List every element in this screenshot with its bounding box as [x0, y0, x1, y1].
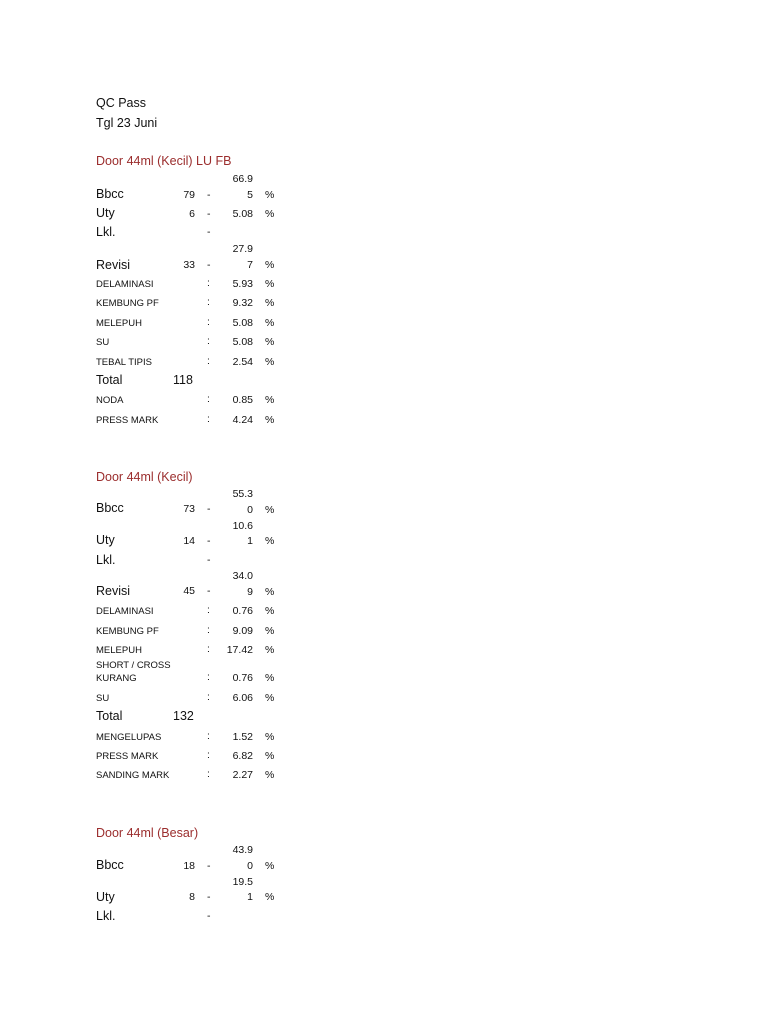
total-label: Total	[96, 373, 123, 387]
row-count: 14	[183, 535, 195, 547]
row-sep: :	[207, 604, 210, 616]
row-unit: %	[265, 189, 275, 201]
value-top: 34.0	[232, 570, 253, 582]
row-value: 1	[247, 535, 253, 547]
row-sep: :	[207, 277, 210, 289]
row-label: Bbcc	[96, 858, 124, 872]
row-label: KURANG	[96, 673, 137, 684]
row-value: 5.08	[232, 336, 253, 348]
row-value: 1.52	[232, 731, 253, 743]
row-unit: %	[265, 535, 275, 547]
row-label: MENGELUPAS	[96, 732, 162, 743]
value-top: 27.9	[232, 243, 253, 255]
row-sep: -	[207, 554, 211, 566]
section-title: Door 44ml (Kecil)	[96, 470, 193, 484]
row-sep: -	[207, 891, 211, 903]
row-value: 9.09	[232, 625, 253, 637]
row-unit: %	[265, 731, 275, 743]
row-sep: :	[207, 768, 210, 780]
row-sep: -	[207, 535, 211, 547]
row-value: 0.85	[232, 394, 253, 406]
row-label: SU	[96, 693, 110, 704]
row-sep: -	[207, 208, 211, 220]
row-label: Lkl.	[96, 909, 116, 923]
row-label: Uty	[96, 890, 115, 904]
row-label: MELEPUH	[96, 645, 142, 656]
row-label-top: SHORT / CROSS	[96, 660, 171, 671]
row-label: KEMBUNG PF	[96, 298, 159, 309]
row-label: SANDING MARK	[96, 770, 170, 781]
row-label: NODA	[96, 395, 124, 406]
row-unit: %	[265, 672, 275, 684]
row-sep: -	[207, 585, 211, 597]
row-sep: :	[207, 413, 210, 425]
row-sep: -	[207, 189, 211, 201]
row-value: 9.32	[232, 297, 253, 309]
row-label: Uty	[96, 533, 115, 547]
row-unit: %	[265, 644, 275, 656]
row-label: DELAMINASI	[96, 606, 154, 617]
row-value: 2.54	[232, 356, 253, 368]
row-label: Bbcc	[96, 501, 124, 515]
value-top: 55.3	[232, 488, 253, 500]
report-title: QC Pass	[96, 96, 147, 110]
row-sep: :	[207, 393, 210, 405]
row-count: 79	[183, 189, 195, 201]
row-unit: %	[265, 317, 275, 329]
row-sep: :	[207, 316, 210, 328]
row-value: 6.82	[232, 750, 253, 762]
row-sep: -	[207, 259, 211, 271]
row-sep: :	[207, 691, 210, 703]
row-unit: %	[265, 259, 275, 271]
row-unit: %	[265, 414, 275, 426]
row-unit: %	[265, 625, 275, 637]
row-value: 5.08	[232, 208, 253, 220]
row-value: 5.08	[232, 317, 253, 329]
row-count: 73	[183, 503, 195, 515]
row-value: 5	[247, 189, 253, 201]
value-top: 10.6	[232, 520, 253, 532]
row-label: MELEPUH	[96, 318, 142, 329]
row-label: TEBAL TIPIS	[96, 357, 152, 368]
row-sep: :	[207, 749, 210, 761]
row-unit: %	[265, 278, 275, 290]
section-title: Door 44ml (Kecil) LU FB	[96, 154, 232, 168]
row-value: 7	[247, 259, 253, 271]
row-value: 0	[247, 504, 253, 516]
row-label: Revisi	[96, 584, 131, 598]
row-unit: %	[265, 860, 275, 872]
row-value: 2.27	[232, 769, 253, 781]
row-value: 6.06	[232, 692, 253, 704]
row-value: 5.93	[232, 278, 253, 290]
row-sep: -	[207, 226, 211, 238]
row-label: Lkl.	[96, 553, 116, 567]
row-count: 45	[183, 585, 195, 597]
row-sep: :	[207, 296, 210, 308]
total-label: Total	[96, 709, 123, 723]
row-count: 33	[183, 259, 195, 271]
row-unit: %	[265, 297, 275, 309]
row-unit: %	[265, 208, 275, 220]
value-top: 43.9	[232, 844, 253, 856]
row-unit: %	[265, 586, 275, 598]
row-unit: %	[265, 750, 275, 762]
row-label: DELAMINASI	[96, 279, 154, 290]
row-sep: :	[207, 335, 210, 347]
row-label: Lkl.	[96, 225, 116, 239]
row-sep: :	[207, 624, 210, 636]
row-label: Uty	[96, 206, 115, 220]
row-sep: -	[207, 910, 211, 922]
value-top: 66.9	[232, 173, 253, 185]
total-value: 132	[173, 709, 194, 723]
row-count: 18	[183, 860, 195, 872]
row-sep: :	[207, 671, 210, 683]
row-value: 9	[247, 586, 253, 598]
row-label: KEMBUNG PF	[96, 626, 159, 637]
row-unit: %	[265, 692, 275, 704]
row-sep: -	[207, 860, 211, 872]
row-count: 6	[189, 208, 195, 220]
row-value: 0.76	[232, 672, 253, 684]
row-value: 0.76	[232, 605, 253, 617]
row-label: Bbcc	[96, 187, 124, 201]
row-label: PRESS MARK	[96, 415, 159, 426]
section-title: Door 44ml (Besar)	[96, 826, 199, 840]
row-value: 0	[247, 860, 253, 872]
report-date: Tgl 23 Juni	[96, 116, 158, 130]
row-value: 1	[247, 891, 253, 903]
total-value: 118	[173, 373, 193, 387]
row-value: 17.42	[226, 644, 253, 656]
row-value: 4.24	[232, 414, 253, 426]
row-unit: %	[265, 769, 275, 781]
row-sep: :	[207, 355, 210, 367]
row-sep: -	[207, 503, 211, 515]
row-unit: %	[265, 394, 275, 406]
row-label: SU	[96, 337, 110, 348]
row-unit: %	[265, 336, 275, 348]
row-unit: %	[265, 504, 275, 516]
row-unit: %	[265, 605, 275, 617]
row-unit: %	[265, 891, 275, 903]
row-sep: :	[207, 643, 210, 655]
row-count: 8	[189, 891, 195, 903]
value-top: 19.5	[232, 876, 253, 888]
row-unit: %	[265, 356, 275, 368]
row-sep: :	[207, 730, 210, 742]
row-label: Revisi	[96, 258, 131, 272]
row-label: PRESS MARK	[96, 751, 159, 762]
